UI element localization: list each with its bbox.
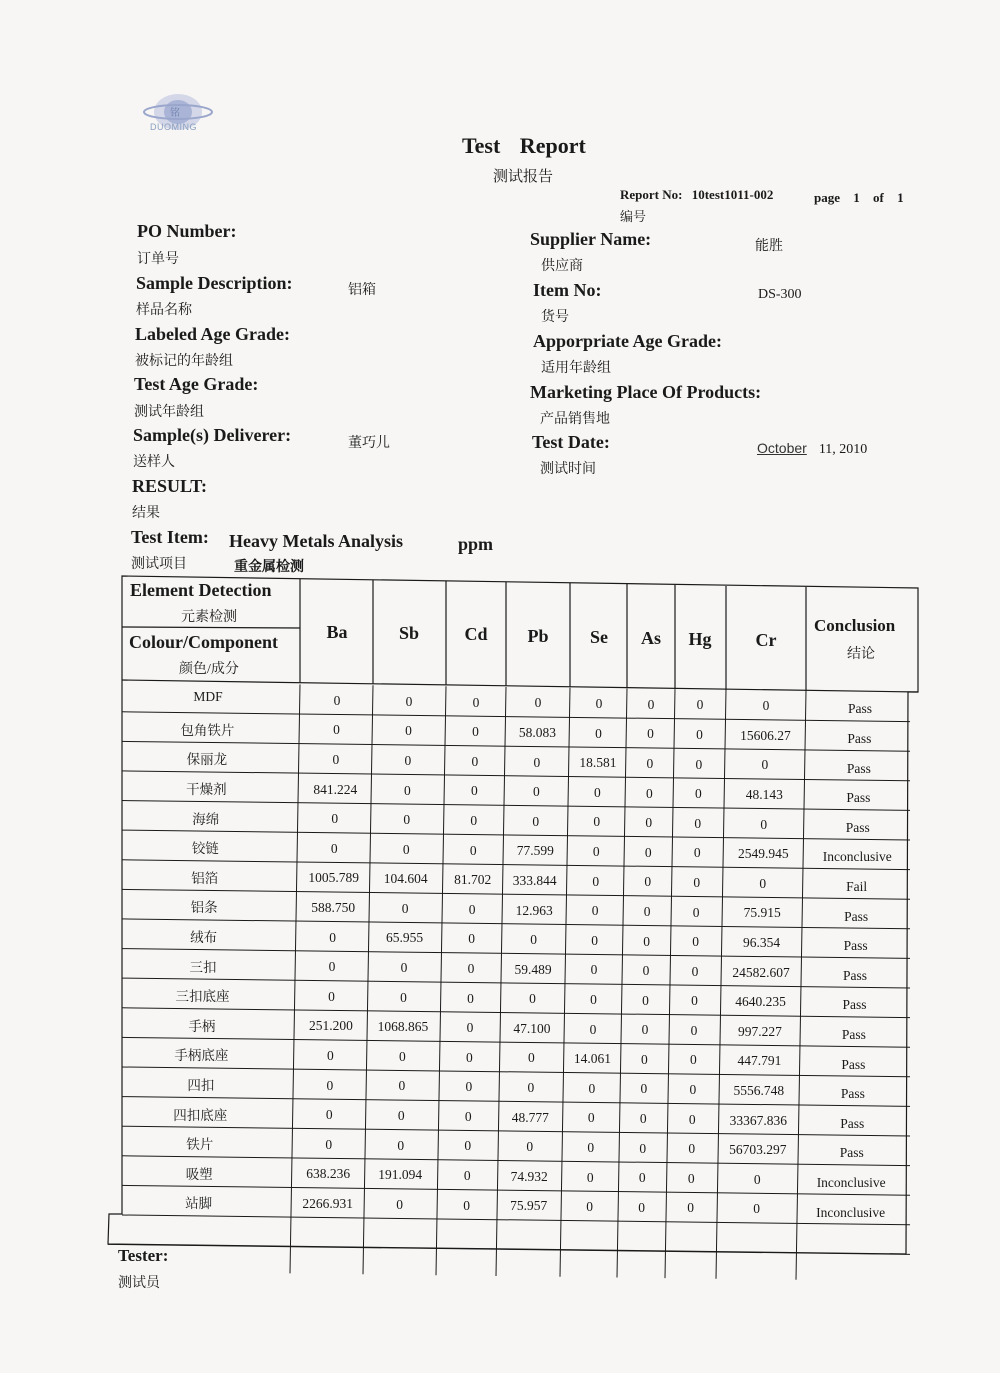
value-pb: 47.100 [513, 1020, 551, 1036]
component-name: 四扣 [187, 1077, 215, 1093]
conclusion-value: Pass [841, 1026, 866, 1042]
sample-deliverer-label: Sample(s) Deliverer: [133, 425, 292, 445]
value-ba: 0 [329, 929, 336, 945]
conclusion-header: Conclusion [814, 616, 896, 635]
value-se: 0 [593, 784, 601, 800]
value-se: 0 [587, 1140, 595, 1155]
po-number-label: PO Number: [137, 221, 237, 241]
colour-component-header-cn: 颜色/成分 [179, 662, 239, 677]
value-cr: 0 [753, 1171, 761, 1187]
value-hg: 0 [689, 1082, 697, 1098]
value-as: 0 [647, 696, 655, 712]
conclusion-value: Pass [847, 701, 872, 717]
value-cd: 0 [469, 842, 477, 858]
value-sb: 0 [396, 1196, 404, 1212]
value-hg: 0 [694, 786, 702, 802]
report-number-label: Report No: [620, 187, 683, 202]
conclusion-value: Inconclusive [816, 1174, 886, 1190]
value-cr: 2549.945 [737, 846, 789, 862]
component-name: 三扣底座 [175, 989, 230, 1005]
conclusion-value: Pass [843, 938, 868, 954]
value-hg: 0 [696, 697, 704, 713]
element-detection-header: Element Detection [130, 580, 272, 600]
value-hg: 0 [688, 1111, 696, 1127]
value-cr: 5556.748 [733, 1082, 785, 1098]
value-sb: 0 [399, 1048, 406, 1064]
component-name: 吸塑 [185, 1166, 213, 1182]
value-pb: 0 [532, 784, 540, 800]
value-se: 0 [593, 814, 601, 830]
value-pb: 59.489 [514, 961, 552, 977]
value-sb: 0 [400, 960, 408, 976]
value-pb: 12.963 [515, 902, 553, 918]
value-pb: 0 [532, 813, 540, 829]
component-name: 干燥剂 [186, 781, 227, 797]
value-se: 0 [586, 1169, 594, 1185]
value-cd: 0 [468, 931, 475, 947]
component-name: 铰链 [191, 841, 219, 857]
po-number-label-cn: 订单号 [137, 252, 179, 267]
value-as: 0 [647, 726, 654, 742]
value-pb: 75.957 [510, 1198, 548, 1214]
sample-deliverer-label-cn: 送样人 [133, 455, 175, 470]
appropriate-age-grade-label-cn: 适用年龄组 [541, 361, 611, 376]
value-hg: 0 [687, 1170, 695, 1186]
test-date-label: Test Date: [532, 432, 610, 452]
component-name: 海绵 [192, 811, 220, 827]
value-hg: 0 [688, 1141, 696, 1157]
value-cd: 0 [466, 1049, 473, 1065]
value-pb: 0 [529, 991, 536, 1007]
report-number [620, 187, 773, 203]
value-as: 0 [643, 903, 651, 919]
component-name: 铝条 [190, 900, 218, 916]
value-sb: 0 [398, 1078, 406, 1094]
value-pb: 58.083 [518, 724, 556, 740]
value-cd: 0 [467, 960, 475, 976]
value-sb: 0 [400, 989, 407, 1005]
page-indicator: page 1 of 1 [814, 190, 904, 205]
value-ba: 0 [325, 1136, 333, 1152]
value-sb: 191.094 [378, 1167, 423, 1183]
supplier-name-value: 能胜 [755, 239, 783, 254]
value-cd: 0 [463, 1197, 471, 1213]
item-no-value: DS-300 [758, 287, 802, 302]
value-cd: 0 [466, 1020, 474, 1036]
component-name: 站脚 [185, 1196, 213, 1212]
value-as: 0 [639, 1111, 647, 1127]
value-cd: 0 [472, 694, 480, 710]
conclusion-value: Pass [846, 790, 871, 806]
column-header-as: As [640, 628, 661, 648]
value-cd: 81.702 [454, 872, 492, 888]
report-title-cn: 测试报告 [493, 169, 554, 185]
test-age-grade-label-cn: 测试年龄组 [134, 405, 204, 420]
value-as: 0 [645, 815, 653, 831]
value-se: 0 [592, 844, 600, 860]
value-se: 0 [588, 1080, 596, 1096]
value-cr: 0 [753, 1201, 761, 1217]
value-ba: 841.224 [313, 781, 358, 797]
value-sb: 104.604 [383, 871, 428, 887]
conclusion-value: Fail [846, 878, 868, 894]
value-sb: 65.955 [386, 930, 424, 946]
test-date-value [757, 440, 867, 458]
value-cd: 0 [463, 1168, 471, 1184]
component-name: MDF [193, 689, 223, 705]
column-header-pb: Pb [527, 625, 549, 646]
value-hg: 0 [691, 993, 698, 1009]
value-hg: 0 [690, 1052, 697, 1068]
component-name: 手柄底座 [174, 1048, 229, 1064]
value-se: 0 [590, 992, 597, 1008]
value-cd: 0 [468, 901, 476, 917]
value-cr: 33367.836 [729, 1112, 787, 1128]
value-hg: 0 [693, 874, 701, 890]
conclusion-value: Pass [840, 1115, 865, 1131]
value-pb: 77.599 [516, 843, 554, 859]
value-pb: 333.844 [512, 872, 557, 888]
value-ba: 0 [332, 752, 340, 768]
component-name: 三扣 [189, 959, 217, 975]
logo-icon [140, 86, 220, 146]
value-hg: 0 [690, 1022, 698, 1038]
value-ba: 0 [325, 1107, 333, 1123]
conclusion-header-cn: 结论 [847, 647, 875, 662]
value-se: 0 [595, 725, 602, 741]
value-sb: 0 [404, 752, 412, 768]
conclusion-value: Pass [842, 997, 867, 1013]
value-as: 0 [638, 1170, 646, 1186]
test-item-value: Heavy Metals Analysis [229, 531, 403, 551]
conclusion-value: Inconclusive [816, 1204, 886, 1220]
value-ba: 2266.931 [302, 1195, 353, 1211]
result-label-cn: 结果 [132, 506, 160, 521]
value-as: 0 [638, 1199, 646, 1215]
value-se: 0 [587, 1110, 595, 1126]
value-cd: 0 [471, 753, 479, 769]
value-as: 0 [640, 1081, 648, 1097]
component-name: 保丽龙 [186, 752, 228, 768]
value-se: 0 [592, 873, 600, 889]
component-name: 四扣底座 [173, 1107, 228, 1123]
value-se: 0 [586, 1199, 594, 1215]
value-as: 0 [643, 933, 650, 949]
value-as: 0 [641, 1022, 649, 1038]
value-se: 0 [590, 962, 598, 978]
value-as: 0 [641, 1051, 648, 1067]
column-header-cd: Cd [464, 624, 488, 645]
labeled-age-grade-label: Labeled Age Grade: [135, 324, 290, 344]
value-hg: 0 [694, 815, 702, 831]
value-ba: 0 [331, 811, 339, 827]
value-cr: 75.915 [743, 905, 781, 921]
supplier-name-label: Supplier Name: [530, 229, 652, 249]
conclusion-value: Inconclusive [822, 849, 892, 865]
conclusion-value: Pass [844, 908, 869, 924]
value-sb: 0 [403, 782, 411, 798]
value-pb: 0 [533, 754, 541, 770]
value-hg: 0 [692, 934, 699, 950]
value-cr: 447.791 [737, 1053, 782, 1069]
value-ba: 0 [326, 1077, 334, 1093]
value-se: 0 [595, 696, 603, 712]
conclusion-value: Pass [846, 760, 871, 776]
value-sb: 0 [397, 1108, 405, 1124]
value-ba: 0 [333, 692, 341, 708]
value-cr: 0 [759, 875, 767, 891]
test-date-rest: 11, 2010 [818, 442, 868, 457]
svg-text:铭: 铭 [170, 108, 180, 119]
logo-text: DUOMING [150, 122, 197, 132]
supplier-name-label-cn: 供应商 [541, 259, 583, 274]
value-hg: 0 [693, 845, 701, 861]
value-hg: 0 [695, 756, 703, 772]
value-cd: 0 [472, 724, 479, 740]
sample-description-value: 铝箱 [348, 283, 376, 298]
value-ba: 588.750 [311, 899, 356, 915]
test-item-label: Test Item: [131, 527, 209, 547]
value-as: 0 [639, 1140, 647, 1156]
value-ba: 0 [328, 988, 335, 1004]
labeled-age-grade-label-cn: 被标记的年龄组 [135, 354, 233, 369]
marketing-place-label-cn: 产品销售地 [540, 412, 610, 427]
value-cd: 0 [465, 1079, 473, 1095]
value-ba: 638.236 [306, 1166, 351, 1182]
value-cr: 56703.297 [729, 1142, 787, 1158]
report-number-cn: 编号 [620, 209, 647, 224]
column-header-cr: Cr [755, 630, 777, 651]
component-name: 铝箔 [191, 870, 219, 886]
component-name: 包角铁片 [180, 722, 235, 738]
value-as: 0 [644, 874, 652, 890]
result-label: RESULT: [132, 476, 208, 496]
sample-description-label-cn: 样品名称 [136, 303, 192, 318]
test-age-grade-label: Test Age Grade: [134, 374, 259, 394]
item-no-label-cn: 货号 [541, 310, 569, 325]
value-sb: 0 [402, 841, 410, 857]
report-number-value: 10test1011-002 [691, 187, 774, 202]
value-as: 0 [642, 963, 650, 979]
value-cr: 997.227 [738, 1023, 782, 1039]
value-hg: 0 [691, 963, 699, 979]
sample-description-label: Sample Description: [136, 273, 293, 293]
column-header-sb: Sb [398, 623, 420, 644]
item-no-label: Item No: [533, 280, 602, 300]
value-ba: 0 [333, 722, 340, 738]
column-header-se: Se [590, 626, 608, 647]
conclusion-value: Pass [839, 1145, 864, 1161]
value-hg: 0 [692, 904, 700, 920]
value-sb: 0 [405, 693, 413, 709]
test-date-month: October [757, 440, 807, 456]
conclusion-value: Pass [843, 967, 868, 983]
value-cr: 96.354 [743, 934, 781, 950]
value-pb: 0 [528, 1050, 535, 1066]
value-sb: 0 [401, 900, 409, 916]
value-ba: 0 [328, 959, 336, 975]
value-se: 0 [591, 932, 598, 948]
value-se: 18.581 [579, 755, 617, 771]
value-cr: 48.143 [745, 786, 783, 802]
column-header-ba: Ba [326, 622, 348, 642]
value-hg: 0 [696, 726, 703, 742]
component-name: 手柄 [188, 1018, 216, 1034]
test-item-label-cn: 测试项目 [131, 557, 187, 572]
component-name: 铁片 [186, 1137, 214, 1153]
value-cd: 0 [467, 990, 474, 1006]
value-pb: 48.777 [511, 1109, 549, 1125]
colour-component-header: Colour/Component [129, 632, 279, 652]
value-pb: 0 [526, 1139, 534, 1155]
column-header-hg: Hg [688, 629, 712, 650]
value-hg: 0 [687, 1200, 695, 1216]
value-pb: 0 [527, 1080, 535, 1096]
conclusion-value: Pass [845, 819, 870, 835]
value-se: 0 [591, 903, 599, 919]
value-as: 0 [642, 992, 649, 1008]
test-item-value-cn: 重金属检测 [234, 560, 304, 575]
tester-label-cn: 测试员 [118, 1276, 160, 1291]
value-sb: 0 [397, 1137, 405, 1153]
test-item-unit: ppm [458, 534, 494, 554]
value-cr: 24582.607 [732, 964, 790, 980]
value-sb: 0 [403, 812, 411, 828]
value-pb: 74.932 [510, 1168, 548, 1184]
component-name: 绒布 [190, 929, 218, 945]
value-ba: 251.200 [309, 1018, 353, 1034]
value-cr: 0 [761, 757, 769, 773]
marketing-place-label: Marketing Place Of Products: [530, 382, 762, 402]
value-cr: 0 [762, 698, 770, 714]
conclusion-value: Pass [840, 1086, 865, 1102]
value-as: 0 [644, 844, 652, 860]
value-se: 14.061 [573, 1051, 611, 1067]
conclusion-value: Pass [847, 730, 872, 746]
value-cr: 15606.27 [740, 727, 791, 743]
value-ba: 1005.789 [308, 870, 359, 886]
value-cd: 0 [464, 1138, 472, 1154]
value-cd: 0 [470, 812, 478, 828]
value-pb: 0 [530, 932, 537, 948]
value-ba: 0 [327, 1047, 334, 1063]
test-date-label-cn: 测试时间 [540, 462, 596, 477]
sample-deliverer-value: 董巧儿 [348, 436, 390, 451]
value-cr: 4640.235 [735, 994, 786, 1010]
value-se: 0 [589, 1021, 597, 1037]
report-title: Test Report [462, 133, 586, 158]
value-as: 0 [646, 755, 654, 771]
value-sb: 1068.865 [377, 1019, 429, 1035]
value-sb: 0 [405, 723, 412, 739]
value-cr: 0 [760, 816, 768, 832]
element-detection-header-cn: 元素检测 [181, 610, 237, 625]
tester-label: Tester: [118, 1246, 169, 1265]
value-ba: 0 [330, 840, 338, 856]
conclusion-value: Pass [841, 1056, 866, 1072]
value-cd: 0 [470, 783, 478, 799]
value-cd: 0 [464, 1108, 472, 1124]
value-pb: 0 [534, 695, 542, 711]
appropriate-age-grade-label: Apporpriate Age Grade: [533, 331, 722, 351]
value-as: 0 [645, 785, 653, 801]
